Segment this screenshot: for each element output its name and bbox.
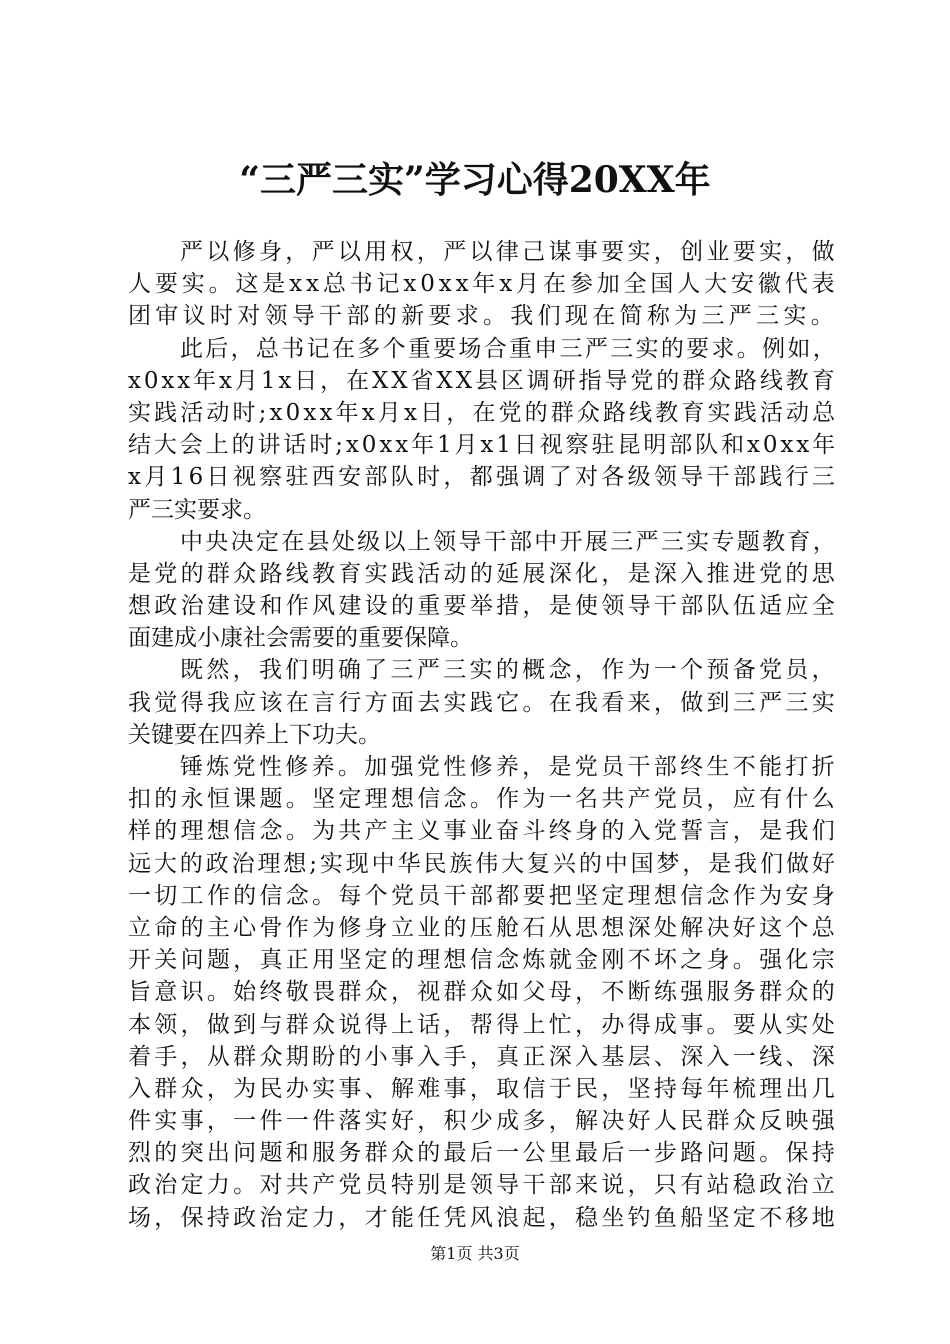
body-line: 我觉得我应该在言行方面去实践它。在我看来，做到三严三实 <box>128 689 838 716</box>
body-line: 样的理想信念。为共产主义事业奋斗终身的入党誓言，是我们 <box>128 818 838 845</box>
body-line: 关键要在四养上下功夫。 <box>128 721 381 748</box>
body-line: 既然，我们明确了三严三实的概念，作为一个预备党员， <box>180 657 838 684</box>
body-line: 中央决定在县处级以上领导干部中开展三严三实专题教育， <box>180 528 839 555</box>
body-line: 结大会上的讲话时;x0xx年1月x1日视察驻昆明部队和x0xx年 <box>128 432 839 459</box>
body-line: 人要实。这是xx总书记x0xx年x月在参加全国人大安徽代表 <box>128 271 839 298</box>
body-line: 本领，做到与群众说得上话，帮得上忙，办得成事。要从实处 <box>128 1011 838 1038</box>
body-line: 是党的群众路线教育实践活动的延展深化，是深入推进党的思 <box>128 560 838 587</box>
body-line: 远大的政治理想;实现中华民族伟大复兴的中国梦，是我们做好 <box>128 850 838 877</box>
body-line: 面建成小康社会需要的重要保障。 <box>128 625 473 652</box>
body-line: 着手，从群众期盼的小事入手，真正深入基层、深入一线、深 <box>128 1043 838 1070</box>
body-line: x月16日视察驻西安部队时，都强调了对各级领导干部践行三 <box>128 464 839 491</box>
body-line: 严以修身，严以用权，严以律己谋事要实，创业要实，做 <box>180 239 838 265</box>
body-line: 政治定力。对共产党员特别是领导干部来说，只有站稳政治立 <box>128 1172 838 1199</box>
body-line: 实践活动时;x0xx年x月x日，在党的群众路线教育实践活动总 <box>128 399 839 426</box>
page-footer: 第1页 共3页 <box>430 1244 520 1263</box>
body-line: 严三实要求。 <box>128 496 266 523</box>
body-line: 件实事，一件一件落实好，积少成多，解决好人民群众反映强 <box>128 1108 838 1135</box>
document-title: “三严三实”学习心得20XX年 <box>239 159 711 201</box>
document-body <box>128 236 838 1234</box>
body-line: 入群众，为民办实事、解难事，取信于民，坚持每年梳理出几 <box>128 1075 838 1102</box>
body-line: 烈的突出问题和服务群众的最后一公里最后一步路问题。保持 <box>128 1140 838 1167</box>
body-line: 立命的主心骨作为修身立业的压舱石从思想深处解决好这个总 <box>128 914 838 941</box>
body-line: 团审议时对领导干部的新要求。我们现在简称为三严三实。 <box>128 303 839 330</box>
body-line: x0xx年x月1x日，在XX省XX县区调研指导党的群众路线教育 <box>128 367 838 394</box>
body-line: 此后，总书记在多个重要场合重申三严三实的要求。例如， <box>180 335 839 362</box>
body-line: 开关问题，真正用坚定的理想信念炼就金刚不坏之身。强化宗 <box>128 947 838 974</box>
body-line: 锤炼党性修养。加强党性修养，是党员干部终生不能打折 <box>180 754 838 780</box>
body-line: 场，保持政治定力，才能任凭风浪起，稳坐钓鱼船坚定不移地 <box>128 1204 838 1231</box>
body-line: 一切工作的信念。每个党员干部都要把坚定理想信念作为安身 <box>128 882 838 909</box>
body-line: 旨意识。始终敬畏群众，视群众如父母，不断练强服务群众的 <box>128 979 838 1006</box>
body-line: 扣的永恒课题。坚定理想信念。作为一名共产党员，应有什么 <box>128 786 838 813</box>
body-line: 想政治建设和作风建设的重要举措，是使领导干部队伍适应全 <box>128 593 838 620</box>
